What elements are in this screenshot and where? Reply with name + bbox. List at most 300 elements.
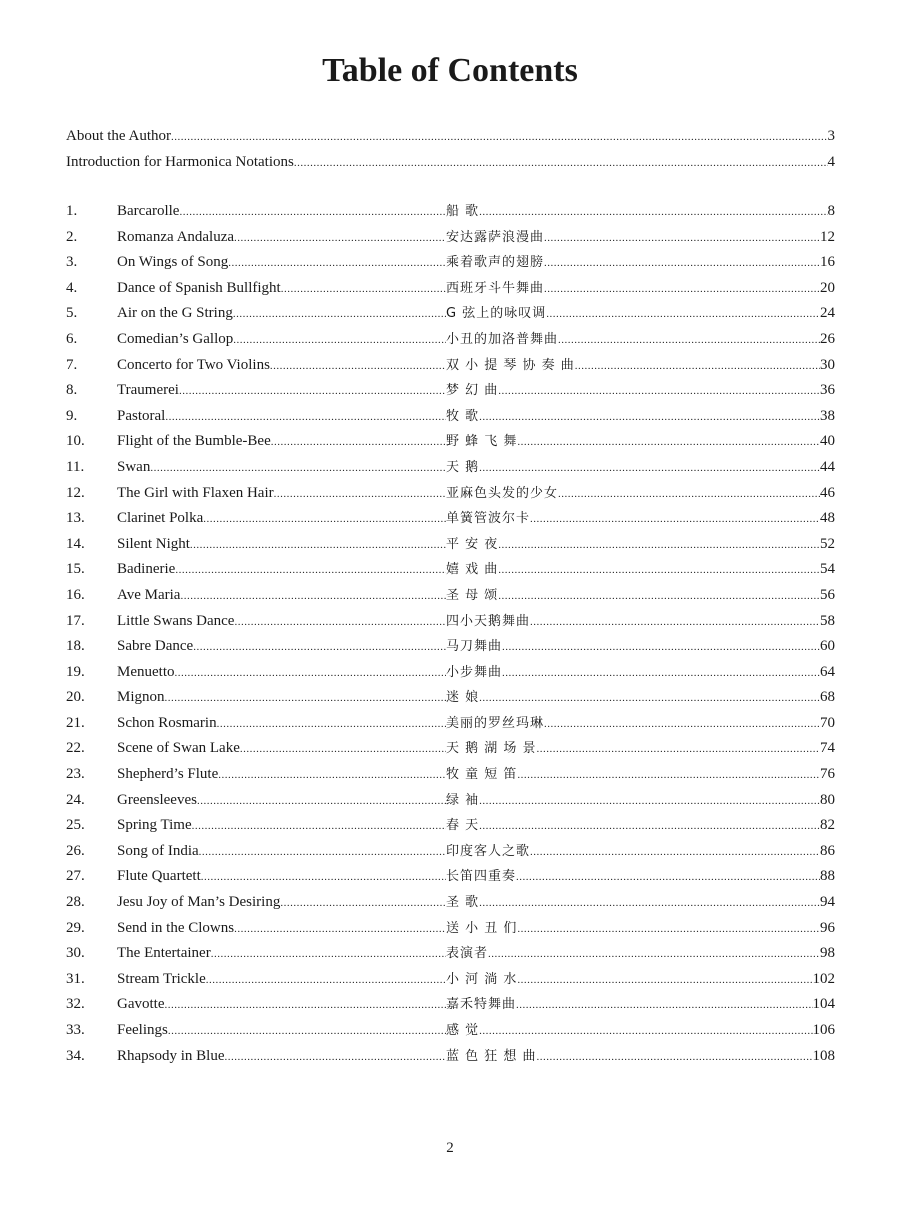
song-page: 24 (820, 305, 835, 322)
song-english-title: On Wings of Song (117, 254, 229, 271)
song-english-part (117, 1044, 446, 1071)
song-page: 102 (812, 970, 835, 987)
song-number: 27. (66, 868, 85, 885)
song-page: 82 (820, 817, 835, 834)
song-entry[interactable] (66, 250, 835, 276)
song-chinese-part (446, 301, 835, 328)
song-chinese-part (446, 506, 835, 533)
song-chinese-title: 圣 歌 (446, 895, 480, 911)
song-entry[interactable] (66, 327, 835, 353)
song-english-part (117, 327, 446, 354)
song-number: 2. (66, 228, 78, 245)
song-english-part (117, 455, 446, 482)
song-english-title: Silent Night (117, 535, 190, 552)
song-english-part (117, 353, 446, 380)
dot-leader (165, 686, 446, 712)
song-page: 68 (820, 689, 835, 706)
song-chinese-part (446, 736, 835, 763)
song-entry[interactable] (66, 506, 835, 532)
song-chinese-title: 春 天 (446, 818, 480, 834)
dot-leader (479, 814, 820, 840)
song-page: 16 (820, 254, 835, 271)
song-english-part (117, 992, 446, 1019)
song-english-title: The Girl with Flaxen Hair (117, 484, 274, 501)
song-page: 26 (820, 330, 835, 347)
song-chinese-part (446, 634, 835, 661)
song-chinese-title: 双 小 提 琴 协 奏 曲 (446, 357, 575, 373)
song-entry[interactable] (66, 609, 835, 635)
dot-leader (206, 968, 446, 994)
song-entry[interactable] (66, 660, 835, 686)
dot-leader (575, 354, 820, 380)
dot-leader (479, 686, 820, 712)
song-english-title: Scene of Swan Lake (117, 740, 240, 757)
dot-leader (517, 968, 812, 994)
song-entry[interactable] (66, 992, 835, 1018)
song-page: 46 (820, 484, 835, 501)
song-english-part (117, 404, 446, 431)
song-page: 8 (827, 203, 835, 219)
song-entry[interactable] (66, 1044, 835, 1070)
song-english-part (117, 890, 446, 917)
song-chinese-title: 牧 歌 (446, 408, 480, 424)
song-english-part (117, 609, 446, 636)
song-chinese-title: 四小天鹅舞曲 (446, 613, 531, 629)
song-chinese-part (446, 557, 835, 584)
song-chinese-part (446, 199, 835, 226)
dot-leader (294, 151, 828, 177)
song-page: 106 (812, 1022, 835, 1038)
song-number: 23. (66, 766, 85, 783)
song-chinese-part (446, 404, 835, 431)
song-chinese-part (446, 532, 835, 559)
song-english-title: Schon Rosmarin (117, 714, 217, 731)
song-chinese-part (446, 762, 835, 789)
toc-entry-page: 4 (827, 153, 835, 170)
song-chinese-title: 平 安 夜 (446, 536, 499, 552)
song-chinese-title: 马刀舞曲 (446, 639, 503, 655)
dot-leader (180, 584, 446, 610)
song-entry[interactable] (66, 890, 835, 916)
song-page: 80 (820, 791, 835, 808)
song-number: 29. (66, 919, 85, 936)
song-page: 60 (820, 638, 835, 655)
song-entry[interactable] (66, 736, 835, 762)
dot-leader (537, 737, 820, 763)
song-english-part (117, 1018, 446, 1045)
dot-leader (271, 430, 446, 456)
song-chinese-part (446, 916, 835, 943)
song-entry[interactable] (66, 864, 835, 890)
song-english-title: Pastoral (117, 407, 166, 424)
song-page: 30 (820, 356, 835, 373)
song-english-title: Greensleeves (117, 791, 197, 808)
song-number: 26. (66, 842, 85, 859)
song-page: 104 (812, 996, 835, 1013)
song-english-title: Menuetto (117, 663, 175, 680)
song-page: 52 (820, 535, 835, 552)
song-english-title: Air on the G String (117, 305, 233, 322)
song-entry[interactable] (66, 839, 835, 865)
song-number: 12. (66, 484, 85, 501)
song-english-title: Romanza Andaluza (117, 228, 235, 245)
song-chinese-part (446, 1044, 835, 1071)
song-entry[interactable] (66, 276, 835, 302)
song-entry[interactable] (66, 685, 835, 711)
song-english-title: The Entertainer (117, 945, 211, 962)
dot-leader (234, 610, 446, 636)
song-number: 21. (66, 714, 85, 731)
song-chinese-part (446, 1018, 835, 1045)
dot-leader (530, 610, 820, 636)
dot-leader (558, 328, 820, 354)
dot-leader (498, 584, 820, 610)
dot-leader (225, 1045, 447, 1071)
song-entry[interactable] (66, 634, 835, 660)
song-number: 16. (66, 586, 85, 603)
song-chinese-title: 野 蜂 飞 舞 (446, 434, 518, 450)
toc-entry[interactable] (66, 124, 835, 150)
song-page: 86 (820, 842, 835, 859)
song-number: 19. (66, 663, 85, 680)
song-chinese-part (446, 813, 835, 840)
song-english-title: Sabre Dance (117, 638, 194, 655)
song-english-title: Traumerei (117, 382, 179, 399)
song-english-title: Dance of Spanish Bullfight (117, 279, 281, 296)
dot-leader (516, 865, 820, 891)
song-english-part (117, 736, 446, 763)
song-english-part (117, 199, 446, 226)
song-entry[interactable] (66, 1018, 835, 1044)
song-number: 17. (66, 612, 85, 629)
song-english-part (117, 864, 446, 891)
song-page: 20 (820, 279, 835, 296)
song-chinese-title: 表演者 (446, 946, 489, 962)
song-chinese-title: 西班牙斗牛舞曲 (446, 280, 545, 296)
song-chinese-part (446, 864, 835, 891)
dot-leader (498, 379, 820, 405)
song-page: 38 (820, 407, 835, 424)
dot-leader (479, 405, 820, 431)
dot-leader (233, 302, 446, 328)
dot-leader (217, 712, 446, 738)
song-page: 36 (820, 382, 835, 399)
song-english-title: Shepherd’s Flute (117, 766, 219, 783)
song-number: 8. (66, 382, 78, 399)
song-chinese-part (446, 992, 835, 1019)
front-matter-list (66, 124, 835, 175)
song-chinese-part (446, 685, 835, 712)
song-english-part (117, 557, 446, 584)
song-entry[interactable] (66, 788, 835, 814)
song-page: 58 (820, 612, 835, 629)
dot-leader (192, 814, 446, 840)
dot-leader (164, 993, 446, 1019)
song-chinese-part (446, 967, 835, 994)
song-chinese-part (446, 327, 835, 354)
song-list (66, 199, 835, 1069)
song-chinese-title: 蓝 色 狂 想 曲 (446, 1048, 537, 1064)
dot-leader (479, 891, 820, 917)
song-english-part (117, 941, 446, 968)
dot-leader (270, 354, 446, 380)
song-chinese-part (446, 660, 835, 687)
song-english-part (117, 276, 446, 303)
dot-leader (168, 1019, 446, 1045)
song-chinese-part (446, 225, 835, 252)
song-entry[interactable] (66, 813, 835, 839)
song-english-title: Gavotte (117, 996, 165, 1013)
song-page: 76 (820, 766, 835, 783)
dot-leader (517, 763, 820, 789)
dot-leader (517, 917, 820, 943)
dot-leader (179, 379, 446, 405)
dot-leader (165, 405, 446, 431)
dot-leader (179, 200, 446, 226)
song-chinese-title: 嬉 戏 曲 (446, 562, 499, 578)
dot-leader (502, 661, 820, 687)
song-entry[interactable] (66, 199, 835, 225)
dot-leader (150, 456, 446, 482)
song-chinese-part (446, 839, 835, 866)
song-number: 13. (66, 510, 85, 527)
song-chinese-title: 小 河 淌 水 (446, 971, 518, 987)
song-number: 11. (66, 458, 85, 475)
dot-leader (530, 840, 820, 866)
song-entry[interactable] (66, 941, 835, 967)
song-entry[interactable] (66, 378, 835, 404)
song-english-part (117, 916, 446, 943)
song-chinese-part (446, 711, 835, 738)
song-chinese-title: 船 歌 (446, 204, 480, 219)
song-chinese-title: 牧 童 短 笛 (446, 767, 518, 783)
song-chinese-title: 送 小 丑 们 (446, 920, 518, 936)
song-chinese-title: 迷 娘 (446, 690, 480, 706)
song-entry[interactable] (66, 225, 835, 251)
song-chinese-title: 印度客人之歌 (446, 843, 531, 859)
dot-leader (498, 558, 820, 584)
song-number: 20. (66, 689, 85, 706)
song-number: 22. (66, 740, 85, 757)
song-chinese-title: 圣 母 颂 (446, 587, 499, 603)
song-chinese-part (446, 429, 835, 456)
song-chinese-part (446, 378, 835, 405)
song-entry[interactable] (66, 762, 835, 788)
song-english-part (117, 788, 446, 815)
song-english-title: Concerto for Two Violins (117, 356, 270, 373)
song-english-title: Comedian’s Gallop (117, 330, 234, 347)
song-english-part (117, 762, 446, 789)
toc-entry-page: 3 (827, 128, 835, 144)
song-page: 94 (820, 894, 835, 911)
dot-leader (479, 456, 820, 482)
song-english-title: Rhapsody in Blue (117, 1047, 225, 1064)
song-chinese-part (446, 455, 835, 482)
dot-leader (558, 482, 820, 508)
song-number: 7. (66, 356, 78, 373)
song-page: 54 (820, 561, 835, 578)
song-number: 30. (66, 945, 85, 962)
song-entry[interactable] (66, 481, 835, 507)
dot-leader (203, 507, 446, 533)
song-chinese-part (446, 609, 835, 636)
song-chinese-title: 天 鹅 (446, 459, 480, 475)
song-english-title: Jesu Joy of Man’s Desiring (117, 894, 281, 911)
song-english-part (117, 634, 446, 661)
song-chinese-part (446, 583, 835, 610)
song-entry[interactable] (66, 429, 835, 455)
song-english-title: Barcarolle (117, 203, 180, 219)
song-english-title: Feelings (117, 1022, 168, 1038)
song-entry[interactable] (66, 532, 835, 558)
dot-leader (193, 635, 446, 661)
dot-leader (211, 942, 446, 968)
toc-entry-title: Introduction for Harmonica Notations (66, 153, 294, 170)
song-chinese-part (446, 353, 835, 380)
dot-leader (502, 635, 820, 661)
song-english-part (117, 813, 446, 840)
song-english-title: Spring Time (117, 817, 192, 834)
song-english-part (117, 532, 446, 559)
song-number: 25. (66, 817, 85, 834)
song-number: 32. (66, 996, 85, 1013)
song-chinese-title: 亚麻色头发的少女 (446, 485, 559, 501)
page-title: Table of Contents (322, 52, 578, 89)
song-english-part (117, 301, 446, 328)
song-entry[interactable] (66, 353, 835, 379)
dot-leader (190, 533, 446, 559)
song-number: 3. (66, 254, 78, 271)
song-page: 56 (820, 586, 835, 603)
song-entry[interactable] (66, 583, 835, 609)
dot-leader (171, 125, 828, 151)
song-chinese-title: 梦 幻 曲 (446, 383, 499, 399)
song-page: 70 (820, 714, 835, 731)
song-english-title: Swan (117, 458, 151, 475)
song-chinese-title: 小丑的加洛普舞曲 (446, 331, 559, 347)
song-english-title: Flight of the Bumble-Bee (117, 433, 271, 450)
dot-leader (479, 200, 827, 226)
dot-leader (488, 942, 820, 968)
song-page: 12 (820, 228, 835, 245)
song-page: 40 (820, 433, 835, 450)
song-chinese-part (446, 890, 835, 917)
song-chinese-part (446, 481, 835, 508)
dot-leader (280, 891, 446, 917)
song-english-part (117, 583, 446, 610)
song-number: 34. (66, 1047, 85, 1064)
song-chinese-title: G 弦上的咏叹调 (446, 306, 547, 322)
song-number: 15. (66, 561, 85, 578)
song-entry[interactable] (66, 967, 835, 993)
song-number: 9. (66, 407, 78, 424)
song-number: 10. (66, 433, 85, 450)
song-chinese-part (446, 276, 835, 303)
song-chinese-title: 天 鹅 湖 场 景 (446, 741, 537, 757)
song-page: 98 (820, 945, 835, 962)
song-number: 6. (66, 330, 78, 347)
song-english-part (117, 839, 446, 866)
song-chinese-part (446, 250, 835, 277)
song-entry[interactable] (66, 455, 835, 481)
song-english-title: Clarinet Polka (117, 510, 204, 527)
song-number: 5. (66, 305, 78, 322)
dot-leader (218, 763, 446, 789)
dot-leader (544, 277, 820, 303)
dot-leader (234, 226, 446, 252)
song-english-part (117, 711, 446, 738)
song-english-part (117, 225, 446, 252)
song-english-part (117, 685, 446, 712)
song-page: 108 (812, 1047, 835, 1064)
dot-leader (240, 737, 446, 763)
song-page: 74 (820, 740, 835, 757)
song-english-title: Badinerie (117, 561, 176, 578)
dot-leader (281, 277, 446, 303)
dot-leader (544, 226, 820, 252)
song-chinese-title: 长笛四重奏 (446, 869, 517, 885)
dot-leader (537, 1045, 813, 1071)
song-number: 28. (66, 894, 85, 911)
song-chinese-part (446, 788, 835, 815)
song-english-part (117, 506, 446, 533)
toc-entry-title: About the Author (66, 128, 171, 144)
dot-leader (516, 993, 812, 1019)
song-chinese-title: 单簧管波尔卡 (446, 511, 531, 527)
song-number: 1. (66, 203, 78, 219)
dot-leader (530, 507, 820, 533)
dot-leader (199, 840, 446, 866)
song-chinese-title: 乘着歌声的翅膀 (446, 255, 545, 271)
song-page: 64 (820, 663, 835, 680)
song-page: 44 (820, 458, 835, 475)
song-entry[interactable] (66, 301, 835, 327)
dot-leader (201, 865, 446, 891)
song-page: 88 (820, 868, 835, 885)
song-entry[interactable] (66, 404, 835, 430)
song-chinese-title: 感 觉 (446, 1023, 480, 1038)
dot-leader (233, 328, 446, 354)
song-number: 18. (66, 638, 85, 655)
song-entry[interactable] (66, 711, 835, 737)
song-number: 14. (66, 535, 85, 552)
song-entry[interactable] (66, 557, 835, 583)
song-entry[interactable] (66, 916, 835, 942)
song-chinese-title: 美丽的罗丝玛琳 (446, 715, 545, 731)
toc-entry[interactable] (66, 150, 835, 176)
song-english-title: Little Swans Dance (117, 612, 235, 629)
dot-leader (234, 917, 446, 943)
dot-leader (197, 789, 446, 815)
song-page: 48 (820, 510, 835, 527)
dot-leader (498, 533, 820, 559)
song-chinese-title: 安达露萨浪漫曲 (446, 229, 545, 245)
song-number: 24. (66, 791, 85, 808)
dot-leader (479, 1019, 812, 1045)
dot-leader (175, 661, 447, 687)
song-english-part (117, 429, 446, 456)
song-chinese-title: 小步舞曲 (446, 664, 503, 680)
song-number: 31. (66, 970, 85, 987)
song-english-title: Flute Quartett (117, 868, 201, 885)
dot-leader (544, 251, 820, 277)
song-chinese-part (446, 941, 835, 968)
song-english-part (117, 250, 446, 277)
song-english-title: Mignon (117, 689, 165, 706)
song-english-title: Song of India (117, 842, 199, 859)
song-english-part (117, 481, 446, 508)
page-number: 2 (446, 1140, 454, 1156)
